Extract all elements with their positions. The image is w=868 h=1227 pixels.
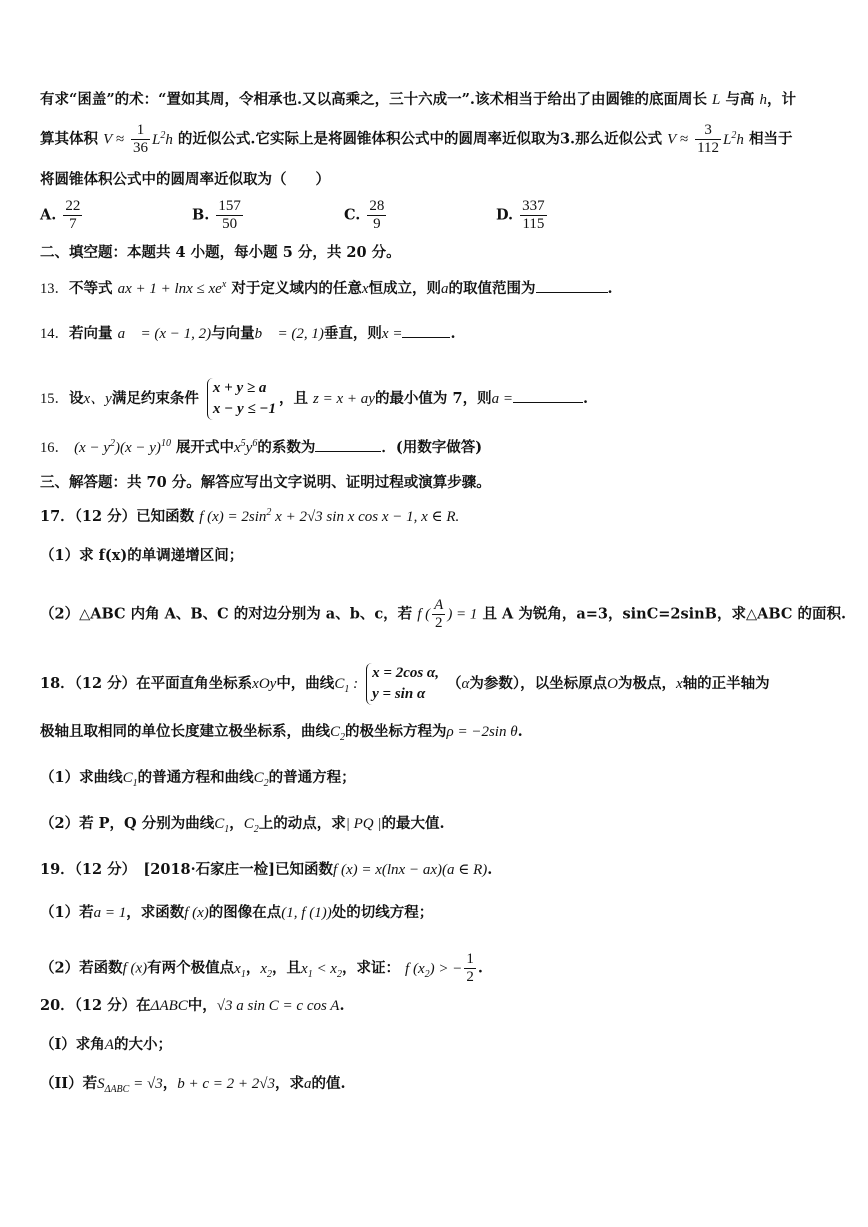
q15: 15．设x、y满足约束条件 x + y ≥ a x − y ≤ −1，且 z = x + ay的最小值为 7，则a = .: [40, 378, 844, 420]
option-d: D. $\frac{337}{115}$: [496, 198, 545, 232]
q18-head: 18．（12 分）在平面直角坐标系xOy中，曲线$C_1$ : x = 2cos α, y = sin α （α为参数），以坐标原点O为极点，x轴的正半轴为: [40, 663, 844, 705]
fraction-3-112: $\frac{3}{112}$: [697, 122, 720, 156]
q19-head: 19．（12 分） [2018·石家庄一检]已知函数f (x) = x(lnx − ax)(a ∈ R).: [40, 861, 493, 878]
q19-part1: （1）若a = 1，求函数f (x)的图像在点(1, f (1))处的切线方程；: [40, 904, 434, 921]
section-3-heading: 三、解答题：共 70 分。解答应写出文字说明、证明过程或演算步骤。: [40, 474, 491, 491]
q18-part2: （2）若 P，Q 分别为曲线$C_1$，$C_2$上的动点，求| PQ |的最大值.: [40, 815, 445, 835]
q16: 16． $(x - y^2)(x - y)^{10}$ 展开式中$x^5y^6$的系数为 ．(用数字做答): [40, 438, 483, 456]
q12-line1: 有求“囷盖”的术：“置如其周，令相承也.又以高乘之，三十六成一”.该术相当于给出了由圆锥的底面周长 L 与高 h，计: [40, 91, 796, 108]
q20-head: 20．（12 分）在ΔABC中，√3 a sin C = c cos A.: [40, 997, 345, 1014]
q19-part2: （2）若函数f (x)有两个极值点$x_1$，$x_2$，且$x_1 < x_2$，求证： f $(x_2)$ > − $\frac{1}{2}$ .: [40, 951, 483, 985]
fraction-1-36: $\frac{1}{36}$: [133, 122, 148, 156]
constraint-system: x + y ≥ a x − y ≤ −1: [207, 378, 276, 420]
q17-part1: （1）求 f(x)的单调递增区间；: [40, 547, 244, 564]
parametric-equations: x = 2cos α, y = sin α: [366, 663, 439, 705]
q18-line2: 极轴且取相同的单位长度建立极坐标系，曲线$C_2$的极坐标方程为ρ = −2sin θ.: [40, 723, 523, 743]
q20-part1: （I）求角A的大小；: [40, 1036, 172, 1053]
option-b: B. $\frac{157}{50}$: [192, 198, 241, 232]
q12-line2: 算其体积 V ≈ $\frac{1}{36}$ $L^2h$ 的近似公式.它实际上是将圆锥体积公式中的圆周率近似取为3.那么近似公式 V ≈ $\frac{3}{112}$ $L^2h$ 相当于: [40, 122, 793, 156]
q17-head: 17．（12 分）已知函数 f $(x) = 2\sin^2$ x + 2√3 sin x cos x − 1, x ∈ R.: [40, 507, 460, 525]
option-a: A. $\frac{22}{7}$: [40, 198, 81, 232]
option-c: C. $\frac{28}{9}$: [344, 198, 385, 232]
q18-part1: （1）求曲线$C_1$的普通方程和曲线$C_2$的普通方程；: [40, 769, 356, 789]
q12-line3: 将圆锥体积公式中的圆周率近似取为（ ）: [40, 171, 330, 188]
q17-part2: （2）△ABC 内角 A、B、C 的对边分别为 a、b、c，若 f ( $\frac{A}{2}$ ) = 1 且 A 为锐角，a=3，sinC=2sinB，求△ABC 的面积.: [40, 597, 847, 631]
q20-part2: （II）若$S_{\Delta ABC} = √3$，b + c = 2 + 2√3，求a的值.: [40, 1075, 346, 1095]
section-2-heading: 二、填空题：本题共 4 小题，每小题 5 分，共 20 分。: [40, 244, 401, 261]
q14: 14．若向量 a⃗ = (x − 1, 2)与向量b⃗ = (2, 1)垂直，则x = .: [40, 325, 456, 342]
q13: 13．不等式 ax + $1 + \ln x \le xe^x$ 对于定义域内的任意x恒成立，则a的取值范围为 .: [40, 279, 613, 297]
